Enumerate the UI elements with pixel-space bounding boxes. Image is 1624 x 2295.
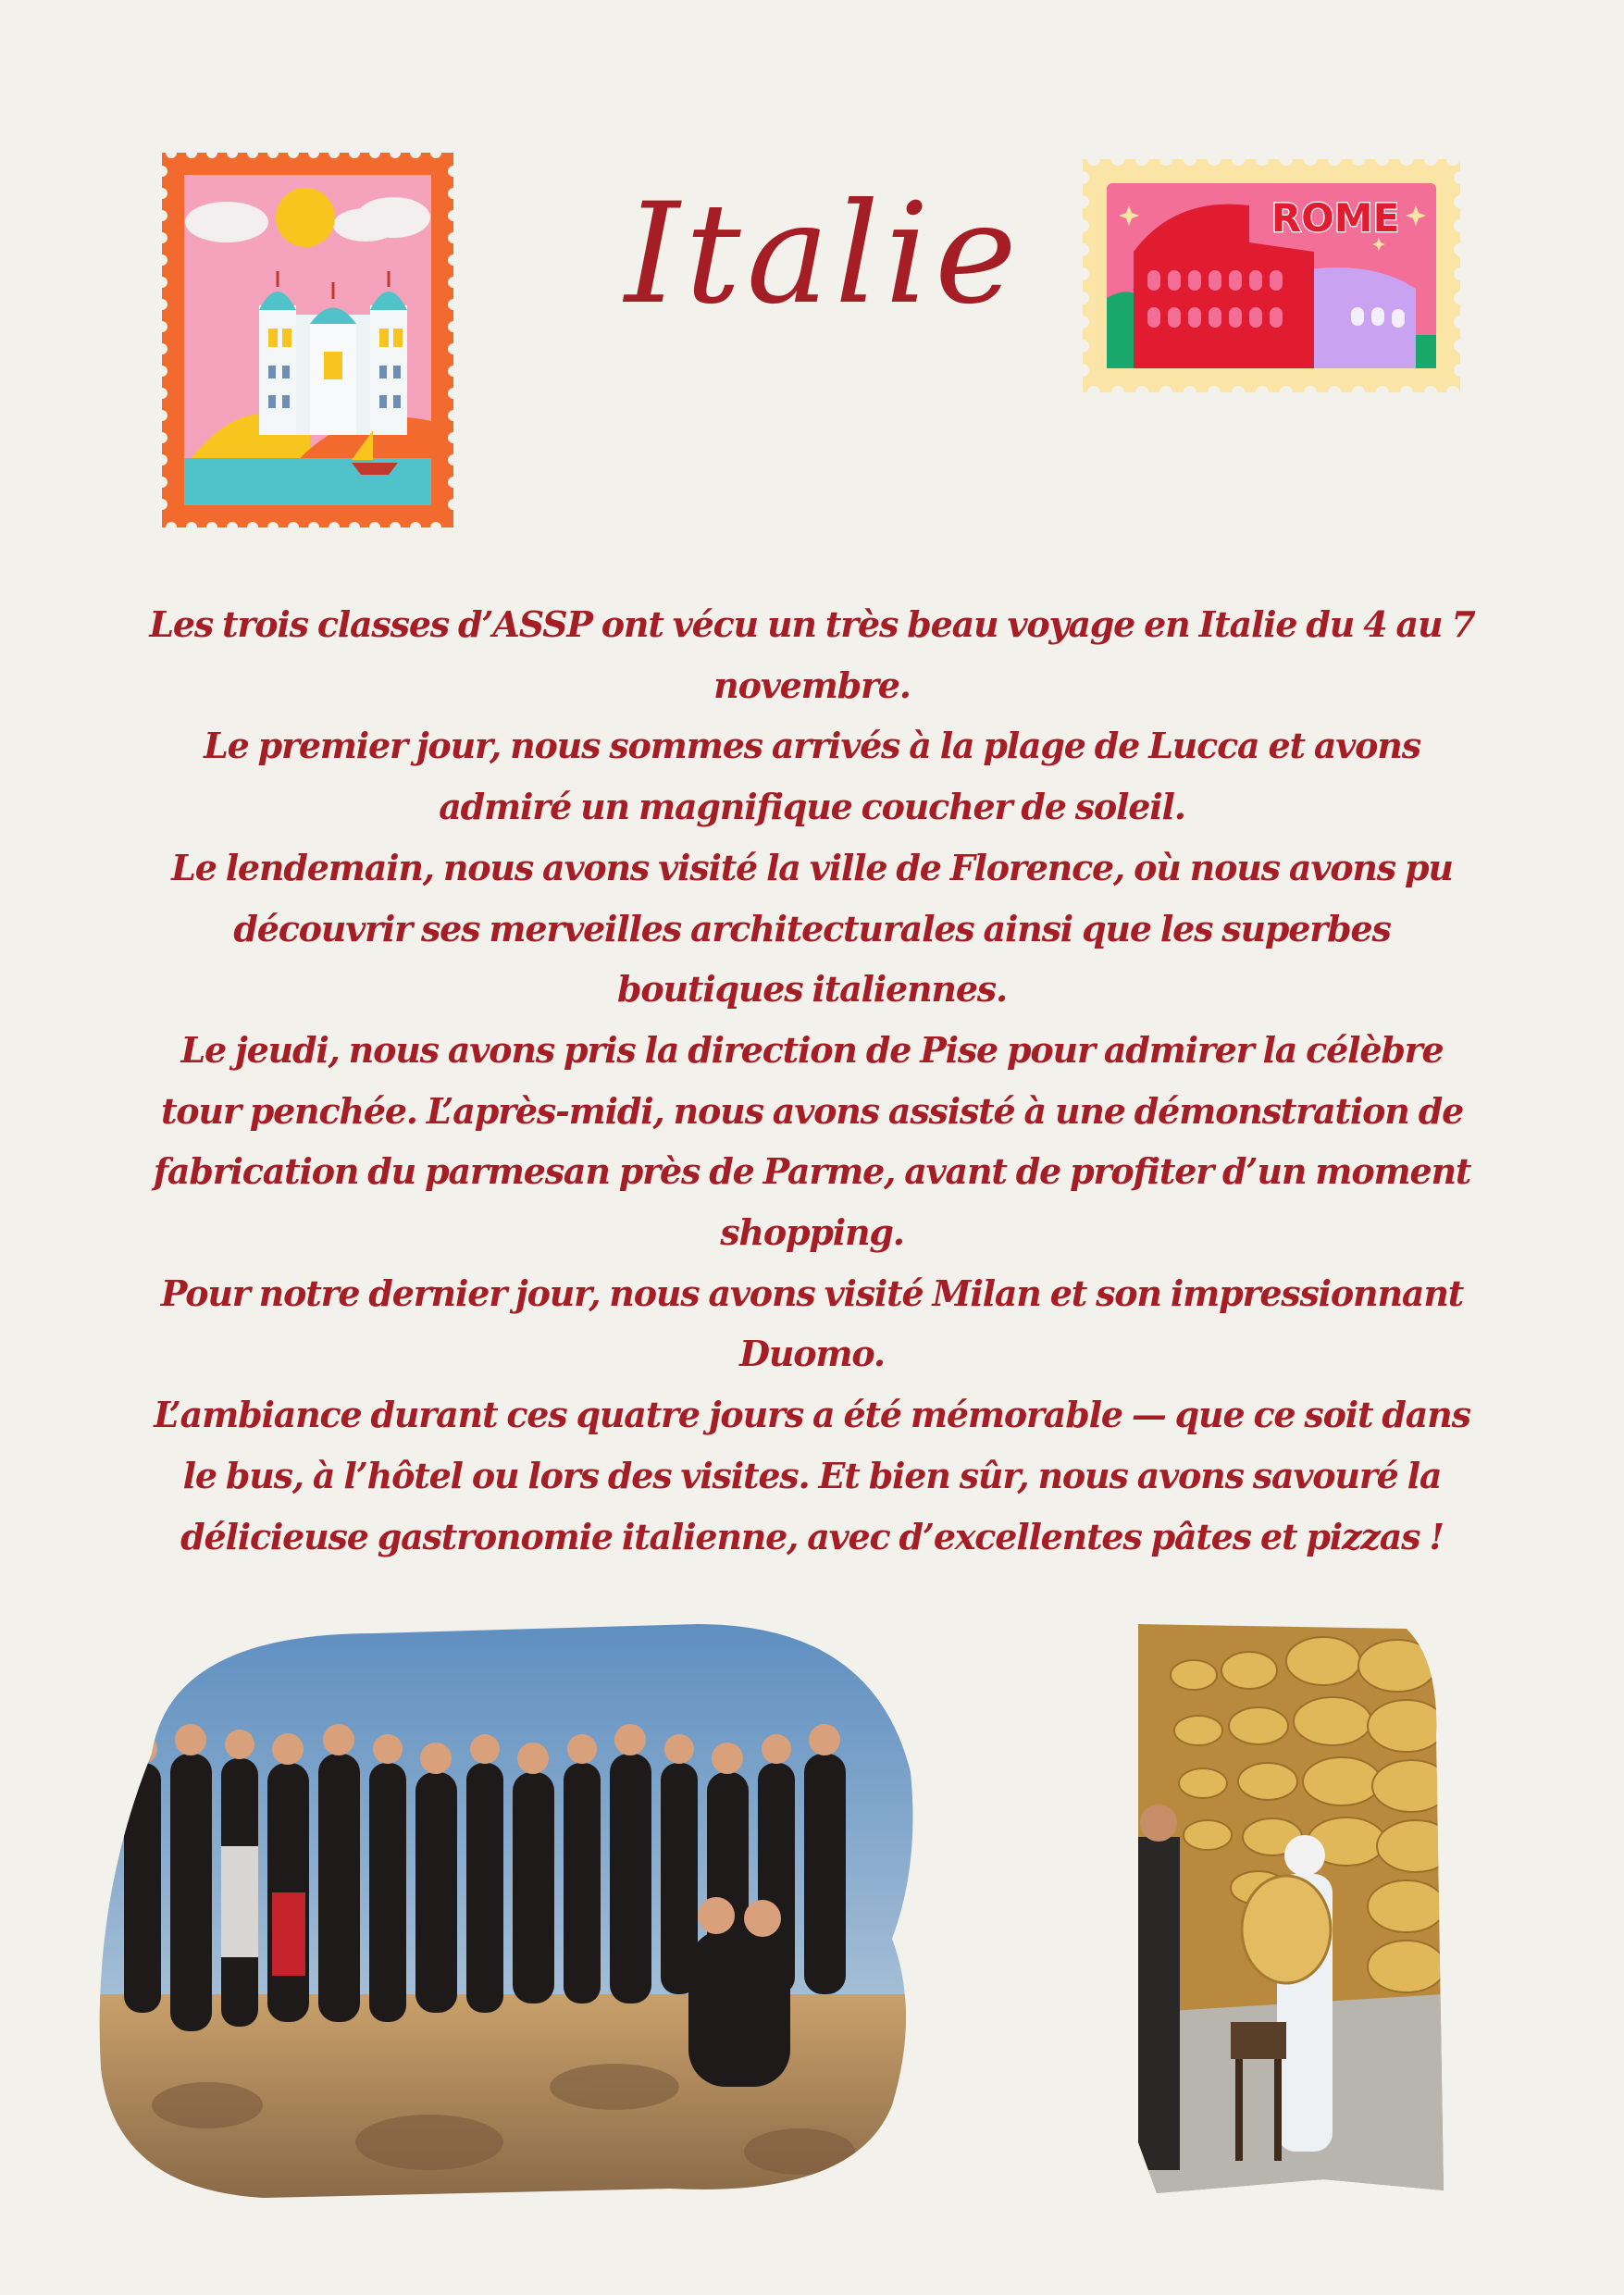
article-body (148, 594, 1476, 1575)
group-photo-beach (96, 1624, 920, 2198)
paragraph-intro: Les trois classes d’ASSP ont vécu un très beau voyage en Italie du 4 au 7 novembre. (149, 603, 1475, 706)
paragraph-day-4: Pour notre dernier jour, nous avons visité Milan et son impressionnant Duomo. (160, 1272, 1464, 1375)
parmesan-warehouse-photo (1138, 1624, 1444, 2193)
paragraph-conclusion: L’ambiance durant ces quatre jours a été mémorable — que ce soit dans le bus, à l’hôtel ou lors des visites. Et bien sûr, nous avons savouré la délicieuse gastronomie italienne, avec d’excellentes pâtes et pizzas ! (154, 1394, 1470, 1557)
paragraph-day-2: Le lendemain, nous avons visité la ville de Florence, où nous avons pu découvrir ses merveilles architecturales ainsi que les superbes boutiques italiennes. (171, 846, 1453, 1011)
paragraph-day-3: Le jeudi, nous avons pris la direction de Pise pour admirer la célèbre tour penchée. L’après-midi, nous avons assisté à une démonstration de fabrication du parmesan près de Parme, avant de profiter d’un moment shopping. (153, 1028, 1471, 1254)
rome-stamp-label: ROME (1271, 195, 1400, 241)
page-title: Italie (625, 174, 1023, 335)
church-stamp-illustration (162, 153, 453, 527)
rome-stamp-illustration (1083, 159, 1460, 392)
paragraph-day-1: Le premier jour, nous sommes arrivés à la plage de Lucca et avons admiré un magnifique coucher de soleil. (204, 725, 1420, 828)
